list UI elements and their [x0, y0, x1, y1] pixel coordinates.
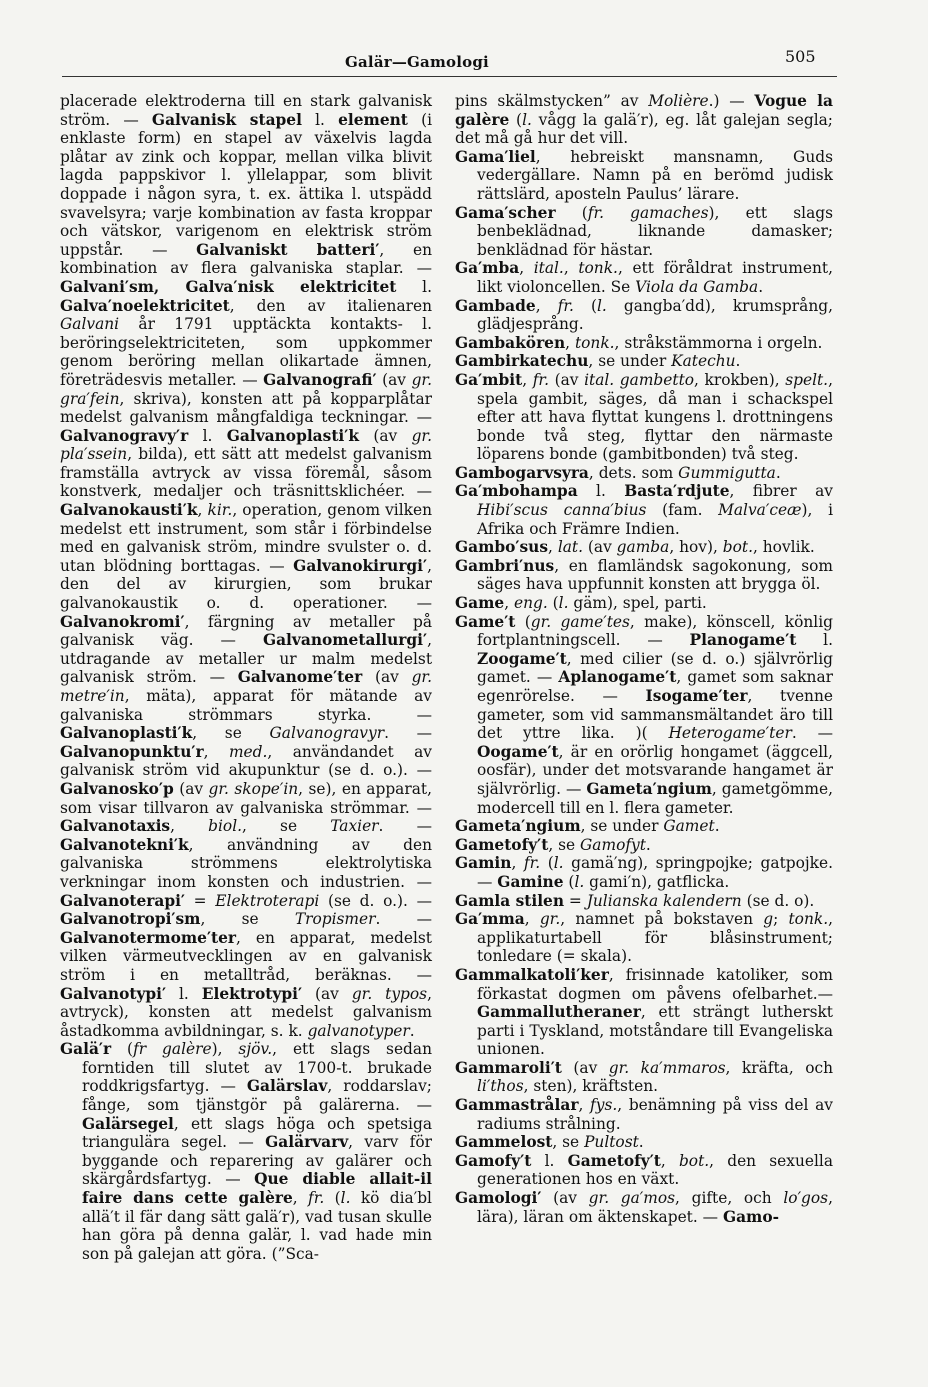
dictionary-entry: Gamin, fr. (l. gamä′ng), springpojke; gatpojke. — Gamine (l. gami′n), gatflicka. [455, 854, 833, 891]
dictionary-entry: Gamologi′ (av gr. ga′mos, gifte, och lo′gos, lära), läran om äktenskapet. — Gamo- [455, 1189, 833, 1226]
dictionary-entry: Ga′mba, ital., tonk., ett föråldrat instrument, likt violoncellen. Se Viola da Gamba. [455, 259, 833, 296]
dictionary-entry: Ga′mma, gr., namnet på bokstaven g; tonk., applikaturtabell för blåsinstrument; tonledare (= skala). [455, 910, 833, 966]
dictionary-entry: Gambirkatechu, se under Katechu. [455, 352, 741, 371]
dictionary-entry: Gammalkatoli′ker, frisinnade katoliker, som förkastat dogmen om påvens ofelbarhet.— Gammallutheraner, ett strängt lutherskt parti i Tyskland, motståndare till Evangeliska unionen. [455, 965, 833, 1059]
dictionary-entry: Ga′mbit, fr. (av ital. gambetto, krokben), spelt., spela gambit, säges, då man i schackspel efter att hava flyttat kungens l. drottningens bonde två steg, flyttar den närmaste löparens bonde (gambitbonden) två steg. [455, 370, 833, 464]
dictionary-entry: Gameta′ngium, se under Gamet. [455, 817, 720, 836]
right-column [455, 92, 833, 1226]
dictionary-entry: Ga′mbohampa l. Basta′rdjute, fibrer av Hibi′scus canna′bius (fam. Malva′ceæ), i Afrika och Främre Indien. [455, 482, 833, 538]
dictionary-entry: Gambo′sus, lat. (av gamba, hov), bot., hovlik. [455, 538, 815, 557]
running-head: Galär—Gamologi [345, 53, 489, 71]
dictionary-entry: Game, eng. (l. gäm), spel, parti. [455, 594, 707, 613]
dictionary-entry: Game′t (gr. game′tes, make), könscell, könlig fortplantningscell. — Planogame′t l. Zoogame′t, med cilier (se d. o.) självrörlig gamet. — Aplanogame′t, gamet som saknar egenrörelse. — Isogame′ter, tvenne gameter, som vid sammansmältandet äro till det yttre lika. )( Heterogame′ter. — Oogame′t, är en orörlig hongamet (äggcell, oosfär), under det motsvarande hangamet är självrörlig. — Gameta′ngium, gametgömme, modercell till en l. flera gameter. [455, 612, 834, 817]
dictionary-entry: Gambri′nus, en flamländsk sagokonung, som säges hava uppfunnit konsten att brygga öl. [455, 556, 833, 594]
dictionary-entry: Gambade, fr. (l. gangba′dd), krumsprång, glädjesprång. [455, 296, 833, 334]
dictionary-entry: Gambakören, tonk., stråkstämmorna i orgeln. [455, 333, 823, 352]
header-rule [62, 76, 837, 77]
dictionary-entry: placerade elektroderna till en stark galvanisk ström. — Galvanisk stapel l. element (i enklaste form) en stapel av växelvis lagda plåtar av zink och koppar, mellan vilka blivit lagda pappskivor l. yllelappar, som blivit doppade i någon syra, t. ex. ättika l. utspädd svavelsyra; varje kombination av fasta kroppar och vätskor, varigenom en elektrisk ström uppstår. — Galvaniskt batteri′, en kombination av flera galvaniska staplar. — Galvani′sm, Galva′nisk elektricitet l. Galva′noelektricitet, den av italienaren Galvani år 1791 upptäckta kontakts- l. beröringselektriciteten, som uppkommer genom beröring mellan olikartade ämnen, företrädesvis metaller. — Galvanografi′ (av gr. gra′fein, skriva), konsten att på kopparplåtar medelst galvanism mångfaldiga teckningar. —Galvanogravy′r l. Galvanoplasti′k (av gr. pla′ssein, bilda), ett sätt att medelst galvanism framställa avtryck av vissa föremål, såsom konstverk, medaljer och träsnittsklichéer. — Galvanokausti′k, kir., operation, genom vilken medelst ett instrument, som står i förbindelse med en galvanisk ström, mindre svulster o. d. utan blödning borttagas. — Galvanokirurgi′, den del av kirurgien, som brukar galvanokaustik o. d. operationer. — Galvanokromi′, färgning av metaller på galvanisk väg. — Galvanometallurgi′, utdragande av metaller ur malm medelst galvanisk ström. — Galvanome′ter (av gr. metre′in, mäta), apparat för mätande av galvaniska strömmars styrka. — Galvanoplasti′k, se Galvanogravyr. — Galvanopunktu′r, med., användandet av galvanisk ström vid akupunktur (se d. o.). — Galvanosko′p (av gr. skope′in, se), en apparat, som visar tillvaron av galvaniska strömmar. — Galvanotaxis, biol., se Taxier. — Galvanotekni′k, användning av den galvaniska strömmens elektrolytiska verkningar inom konsten och industrien. — Galvanoterapi′ = Elektroterapi (se d. o.). — Galvanotropi′sm, se Tropismer. — Galvanotermome′ter, en apparat, medelst vilken värmeutvecklingen av en galvanisk ström i en metalltråd, beräknas. — Galvanotypi′ l. Elektrotypi′ (av gr. typos, avtryck), konsten att medelst galvanism åstadkomma avbildningar, s. k. galvanotyper. [60, 92, 433, 1040]
dictionary-entry: Gambogarvsyra, dets. som Gummigutta. [455, 463, 781, 482]
dictionary-entry: Gammaroli′t (av gr. ka′mmaros, kräfta, och li′thos, sten), kräftsten. [455, 1058, 833, 1096]
dictionary-entry: Gamla stilen = Julianska kalendern (se d. o). [455, 891, 815, 910]
dictionary-entry: Gammastrålar, fys., benämning på viss del av radiums strålning. [455, 1096, 833, 1133]
dictionary-entry: Gama′liel, hebreiskt mansnamn, Guds vedergällare. Namn på en berömd judisk rättslärd, aposteln Paulus’ lärare. [455, 147, 833, 203]
left-column [60, 92, 432, 1263]
dictionary-entry: Galä′r (fr galère), sjöv., ett slags sedan forntiden till slutet av 1700-t. brukade roddkrigsfartyg. — Galärslav, roddarslav; fånge, som tjänstgör på galärerna. — Galärsegel, ett slags höga och spetsiga triangulära segel. — Galärvarv, varv för byggande och reparering av galärer och skärgårdsfartyg. — Que diable allait-il faire dans cette galère, fr. (l. kö dia′bl allä′t il fär dang sätt galä′r), vad tusan skulle han göra på denna galär, l. vad hade min son på galejan att göra. (”Sca- [60, 1040, 432, 1263]
dictionary-entry: Gama′scher (fr. gamaches), ett slags benbeklädnad, liknande damasker; benklädnad för hästar. [455, 203, 834, 259]
dictionary-entry: pins skälmstycken” av Molière.) — Vogue la galère (l. vågg la galä′r), eg. låt galejan segla; det må gå hur det vill. [455, 92, 833, 148]
page-number: 505 [785, 47, 816, 66]
dictionary-entry: Gamofy′t l. Gametofy′t, bot., den sexuella generationen hos en växt. [455, 1151, 833, 1189]
dictionary-entry: Gammelost, se Pultost. [455, 1133, 644, 1152]
dictionary-entry: Gametofy′t, se Gamofyt. [455, 835, 651, 854]
